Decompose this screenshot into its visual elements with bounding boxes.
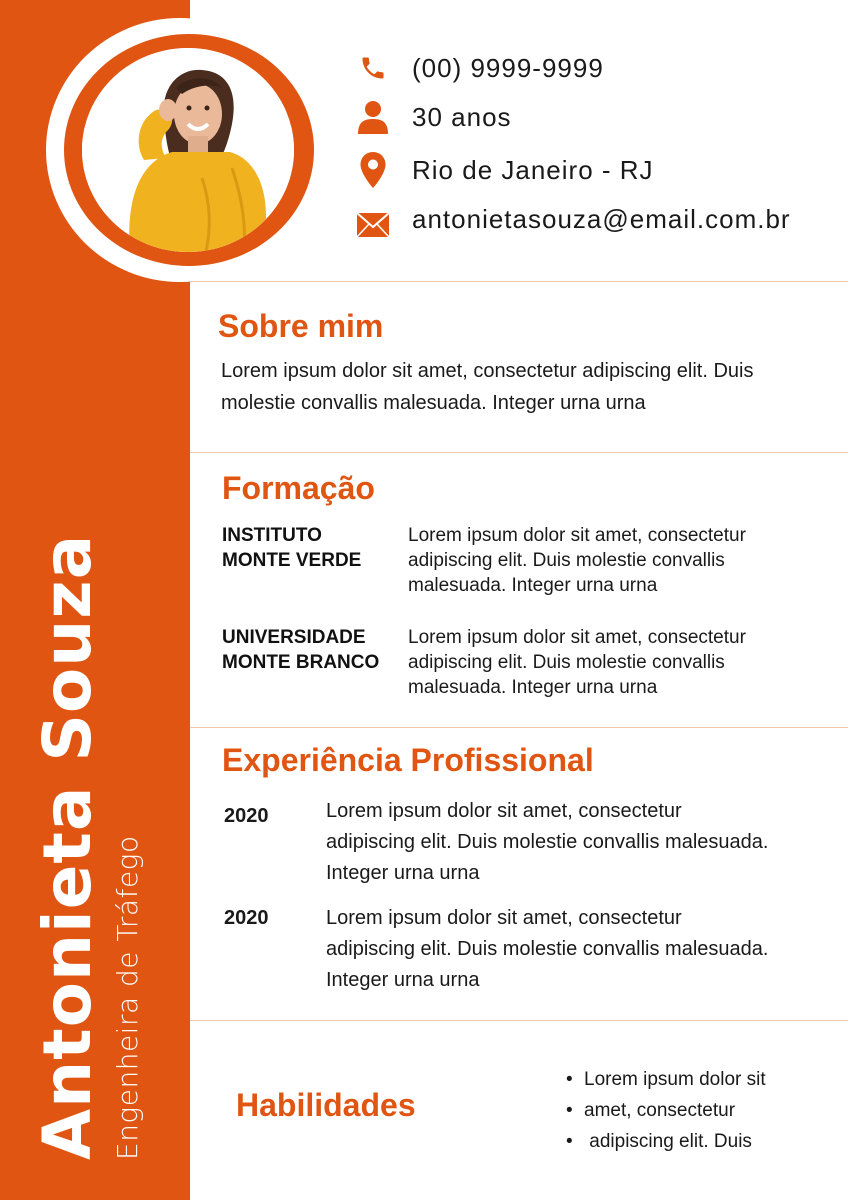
phone-text: (00) 9999-9999 (412, 52, 604, 83)
education-institution (222, 523, 361, 573)
contact-email (356, 199, 791, 239)
education-institution (222, 625, 379, 675)
experience-line: Lorem ipsum dolor sit amet, consectetur (326, 800, 682, 822)
institution-line: MONTE BRANCO (222, 652, 380, 673)
education-line: Lorem ipsum dolor sit amet, consectetur (408, 627, 746, 648)
experience-line: adipiscing elit. Duis molestie convallis malesuada. (326, 938, 769, 960)
profile-photo (82, 48, 294, 252)
divider (190, 281, 848, 282)
about-line: Lorem ipsum dolor sit amet, consectetur adipiscing elit. Duis (221, 360, 754, 382)
institution-line: INSTITUTO (222, 525, 322, 546)
about-text (221, 355, 753, 419)
institution-line: MONTE VERDE (222, 550, 362, 571)
about-line: molestie convallis malesuada. Integer urna urna (221, 392, 646, 414)
location-text: Rio de Janeiro - RJ (412, 154, 654, 185)
experience-description (326, 903, 826, 996)
name-block (29, 533, 146, 1160)
experience-line: adipiscing elit. Duis molestie convallis malesuada. (326, 831, 769, 853)
skills-list (566, 1064, 766, 1157)
education-line: adipiscing elit. Duis molestie convallis (408, 652, 725, 673)
contact-location (356, 150, 654, 190)
institution-line: UNIVERSIDADE (222, 627, 366, 648)
experience-line: Integer urna urna (326, 969, 480, 991)
about-heading: Sobre mim (218, 308, 384, 344)
education-line: adipiscing elit. Duis molestie convallis (408, 550, 725, 571)
divider (190, 727, 848, 728)
experience-description (326, 796, 826, 889)
education-line: Lorem ipsum dolor sit amet, consectetur (408, 525, 746, 546)
experience-year: 2020 (224, 907, 269, 929)
contact-phone (356, 48, 604, 88)
location-pin-icon (356, 152, 390, 188)
experience-line: Lorem ipsum dolor sit amet, consectetur (326, 907, 682, 929)
education-line: malesuada. Integer urna urna (408, 677, 658, 698)
education-description (408, 625, 808, 700)
profile-role: Engenheira de Tráfego (111, 835, 144, 1160)
skill-item: • Lorem ipsum dolor sit (566, 1064, 766, 1095)
person-icon (356, 99, 390, 135)
phone-icon (356, 50, 390, 86)
experience-heading: Experiência Profissional (222, 742, 594, 778)
skill-item: • amet, consectetur (566, 1095, 766, 1126)
education-description (408, 523, 808, 598)
skills-heading: Habilidades (236, 1087, 416, 1123)
profile-name: Antonieta Souza (29, 533, 106, 1160)
experience-year: 2020 (224, 805, 269, 827)
contact-age (356, 97, 512, 137)
skill-item: • adipiscing elit. Duis (566, 1126, 766, 1157)
education-line: malesuada. Integer urna urna (408, 575, 658, 596)
email-text: antonietasouza@email.com.br (412, 203, 791, 234)
divider (190, 452, 848, 453)
experience-line: Integer urna urna (326, 862, 480, 884)
education-heading: Formação (222, 470, 375, 506)
envelope-icon (356, 201, 390, 237)
age-text: 30 anos (412, 101, 512, 132)
divider (190, 1020, 848, 1021)
